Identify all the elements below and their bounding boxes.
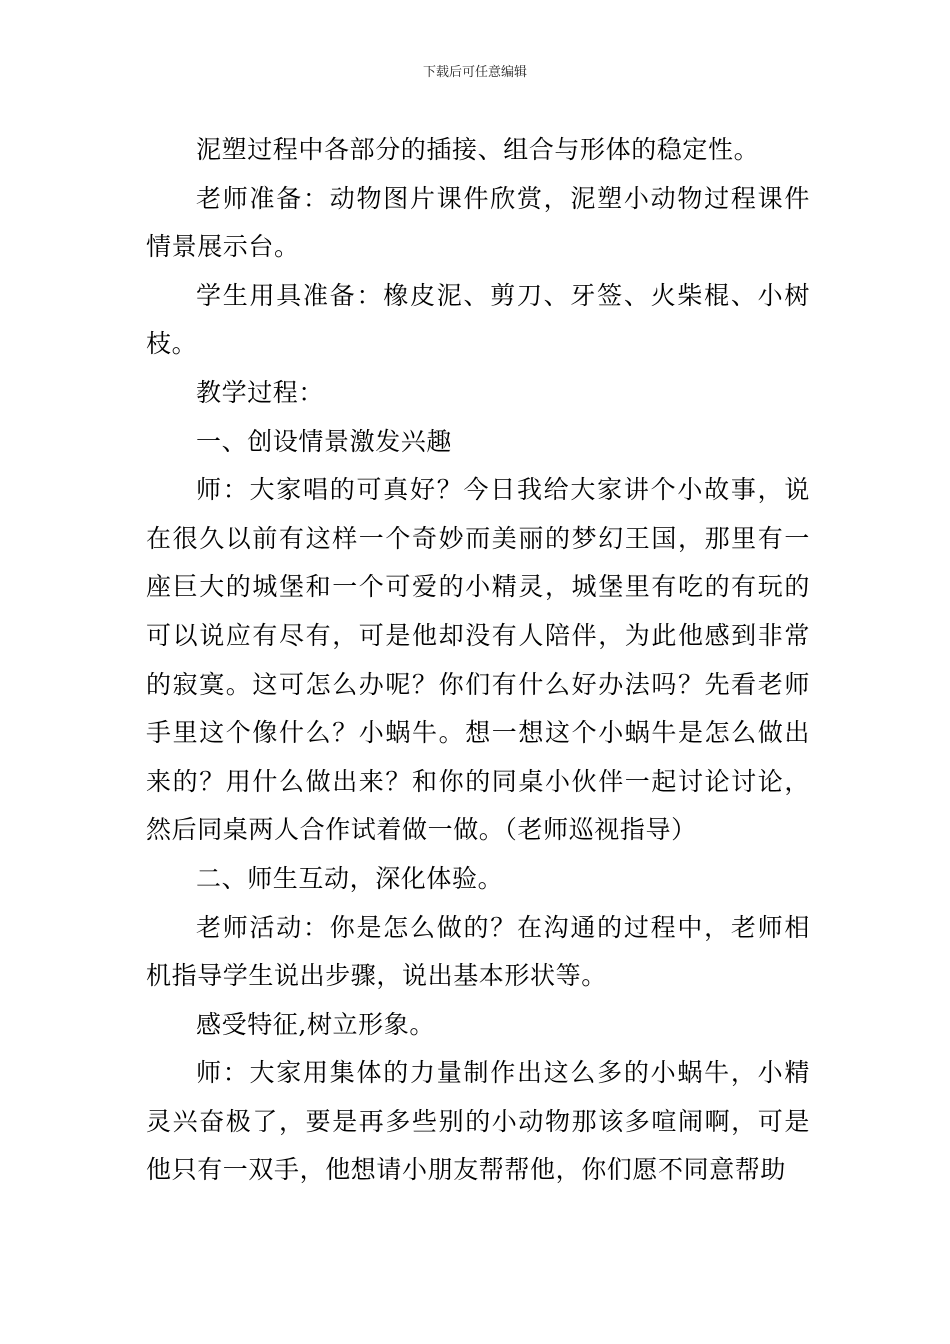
section-heading: 一、创设情景激发兴趣 [196,426,453,456]
paragraph: 老师活动：你是怎么做的？在沟通的过程中，老师相机指导学生说出步骤，说出基本形状等。 [146,912,810,991]
document-body [146,126,810,1195]
paragraph: 感受特征,树立形象。 [196,1009,435,1039]
paragraph: 泥塑过程中各部分的插接、组合与形体的稳定性。 [196,135,760,164]
section-heading: 二、师生互动，深化体验。 [196,863,504,893]
paragraph: 师：大家唱的可真好？今日我给大家讲个小故事，说在很久以前有这样一个奇妙而美丽的梦幻王国，那里有一座巨大的城堡和一个可爱的小精灵，城堡里有吃的有玩的可以说应有尽有，可是他却没有人陪伴，为此他感到非常的寂寞。这可怎么办呢？你们有什么好办法吗？先看老师手里这个像什么？小蜗牛。想一想这个小蜗牛是怎么做出来的？用什么做出来？和你的同桌小伙伴一起讨论讨论，然后同桌两人合作试着做一做。（老师巡视指导） [146,475,810,845]
page-header: 下载后可任意编辑 [422,65,527,80]
paragraph: 老师准备：动物图片课件欣赏，泥塑小动物过程课件情景展示台。 [146,183,810,262]
section-label: 教学过程： [196,377,325,407]
paragraph: 师：大家用集体的力量制作出这么多的小蜗牛，小精灵兴奋极了，要是再多些别的小动物那该多喧闹啊，可是他只有一双手，他想请小朋友帮帮他，你们愿不同意帮助 [146,1058,810,1185]
paragraph: 学生用具准备：橡皮泥、剪刀、牙签、火柴棍、小树枝。 [146,280,810,359]
